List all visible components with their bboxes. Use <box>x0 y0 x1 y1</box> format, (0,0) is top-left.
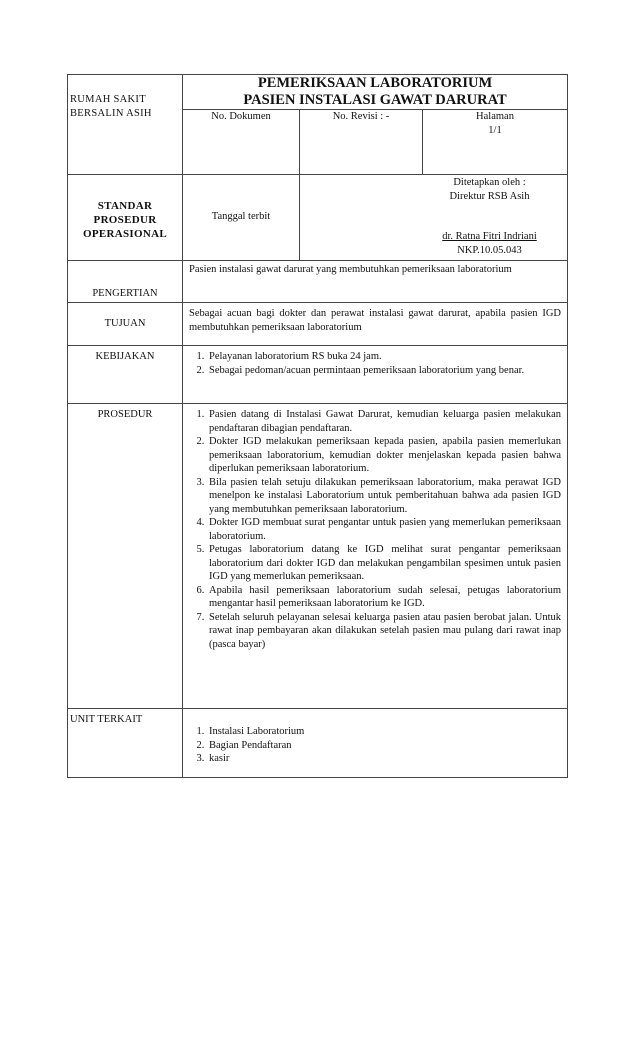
procedure-step: 5. Petugas laboratorium datang ke IGD melihat surat pengantar pemeriksaan laboratorium dari dokter IGD dan melakukan pengambilan spesimen untuk pasien IGD yang memerlukan pemeriksaan. <box>207 543 561 584</box>
signatory-name: dr. Ratna Fitri Indriani <box>442 231 537 242</box>
procedure-step: 7. Setelah seluruh pelayanan selesai keluarga pasien atau pasien berobat jalan. Untuk rawat inap pembayaran akan dilakukan setelah pasien mau pulang dari rawat inap (pasca bayar) <box>207 611 561 652</box>
procedure-step: 3. Bila pasien telah setuju dilakukan pemeriksaan laboratorium, maka perawat IGD menelpon ke instalasi Laboratorium untuk pemberitahuan bahwa ada pasien IGD yang membutuhkan pemeriksaan laboratorium. <box>207 476 561 517</box>
issue-date-label: Tanggal terbit <box>183 175 300 261</box>
related-units-label: UNIT TERKAIT <box>68 709 183 778</box>
signatory-id: NKP.10.05.043 <box>457 244 522 256</box>
sop-label-line-1: STANDAR <box>97 200 153 212</box>
related-unit-item: 1. Instalasi Laboratorium <box>207 725 561 739</box>
policy-list <box>189 350 561 377</box>
procedure-content <box>183 404 568 709</box>
document-number-label: No. Dokumen <box>183 110 300 175</box>
page-value: 1/1 <box>488 124 502 136</box>
purpose-text: Sebagai acuan bagi dokter dan perawat instalasi gawat darurat, apabila pasien IGD membutuhkan pemeriksaan laboratorium <box>183 303 568 346</box>
sop-label <box>68 175 183 261</box>
procedure-list <box>189 408 561 651</box>
title-line-2: PASIEN INSTALASI GAWAT DARURAT <box>243 92 507 108</box>
hospital-name: RUMAH SAKIT BERSALIN ASIH <box>68 75 183 175</box>
related-unit-item: 2. Bagian Pendaftaran <box>207 739 561 753</box>
approval-block <box>300 175 568 261</box>
sop-document-table <box>67 74 568 778</box>
title-line-1: PEMERIKSAAN LABORATORIUM <box>257 75 493 91</box>
procedure-step: 4. Dokter IGD membuat surat pengantar untuk pasien yang memerlukan pemeriksaan laboratorium. <box>207 516 561 543</box>
page-info <box>423 110 568 175</box>
purpose-label: TUJUAN <box>68 303 183 346</box>
policy-content <box>183 346 568 404</box>
procedure-step: 1. Pasien datang di Instalasi Gawat Darurat, kemudian keluarga pasien melakukan pendaftaran dibagian pendaftaran. <box>207 408 561 435</box>
related-units-content <box>183 709 568 778</box>
revision-number-label: No. Revisi : - <box>300 110 423 175</box>
related-unit-item: 3. kasir <box>207 752 561 766</box>
procedure-step: 6. Apabila hasil pemeriksaan laboratorium sudah selesai, petugas laboratorium mengantar hasil pemeriksaan laboratorium ke IGD. <box>207 584 561 611</box>
page-label: Halaman <box>476 111 514 122</box>
procedure-step: 2. Dokter IGD melakukan pemeriksaan kepada pasien, apabila pasien memerlukan pemeriksaan laboratorium, kemudian dokter menjelaskan kepada pasien bahwa diperlukan pemeriksaan laboratorium. <box>207 435 561 476</box>
definition-label: PENGERTIAN <box>68 261 183 303</box>
policy-item: 1. Pelayanan laboratorium RS buka 24 jam. <box>207 350 561 364</box>
policy-label: KEBIJAKAN <box>68 346 183 404</box>
sop-label-line-3: OPERASIONAL <box>83 228 167 240</box>
definition-text: Pasien instalasi gawat darurat yang membutuhkan pemeriksaan laboratorium <box>183 261 568 303</box>
related-units-list <box>189 725 561 766</box>
document-title <box>183 75 568 110</box>
sop-label-line-2: PROSEDUR <box>93 214 157 226</box>
procedure-label: PROSEDUR <box>68 404 183 709</box>
established-by-label: Ditetapkan oleh : <box>453 177 526 188</box>
policy-item: 2. Sebagai pedoman/acuan permintaan pemeriksaan laboratorium yang benar. <box>207 364 561 378</box>
director-title: Direktur RSB Asih <box>449 190 530 202</box>
